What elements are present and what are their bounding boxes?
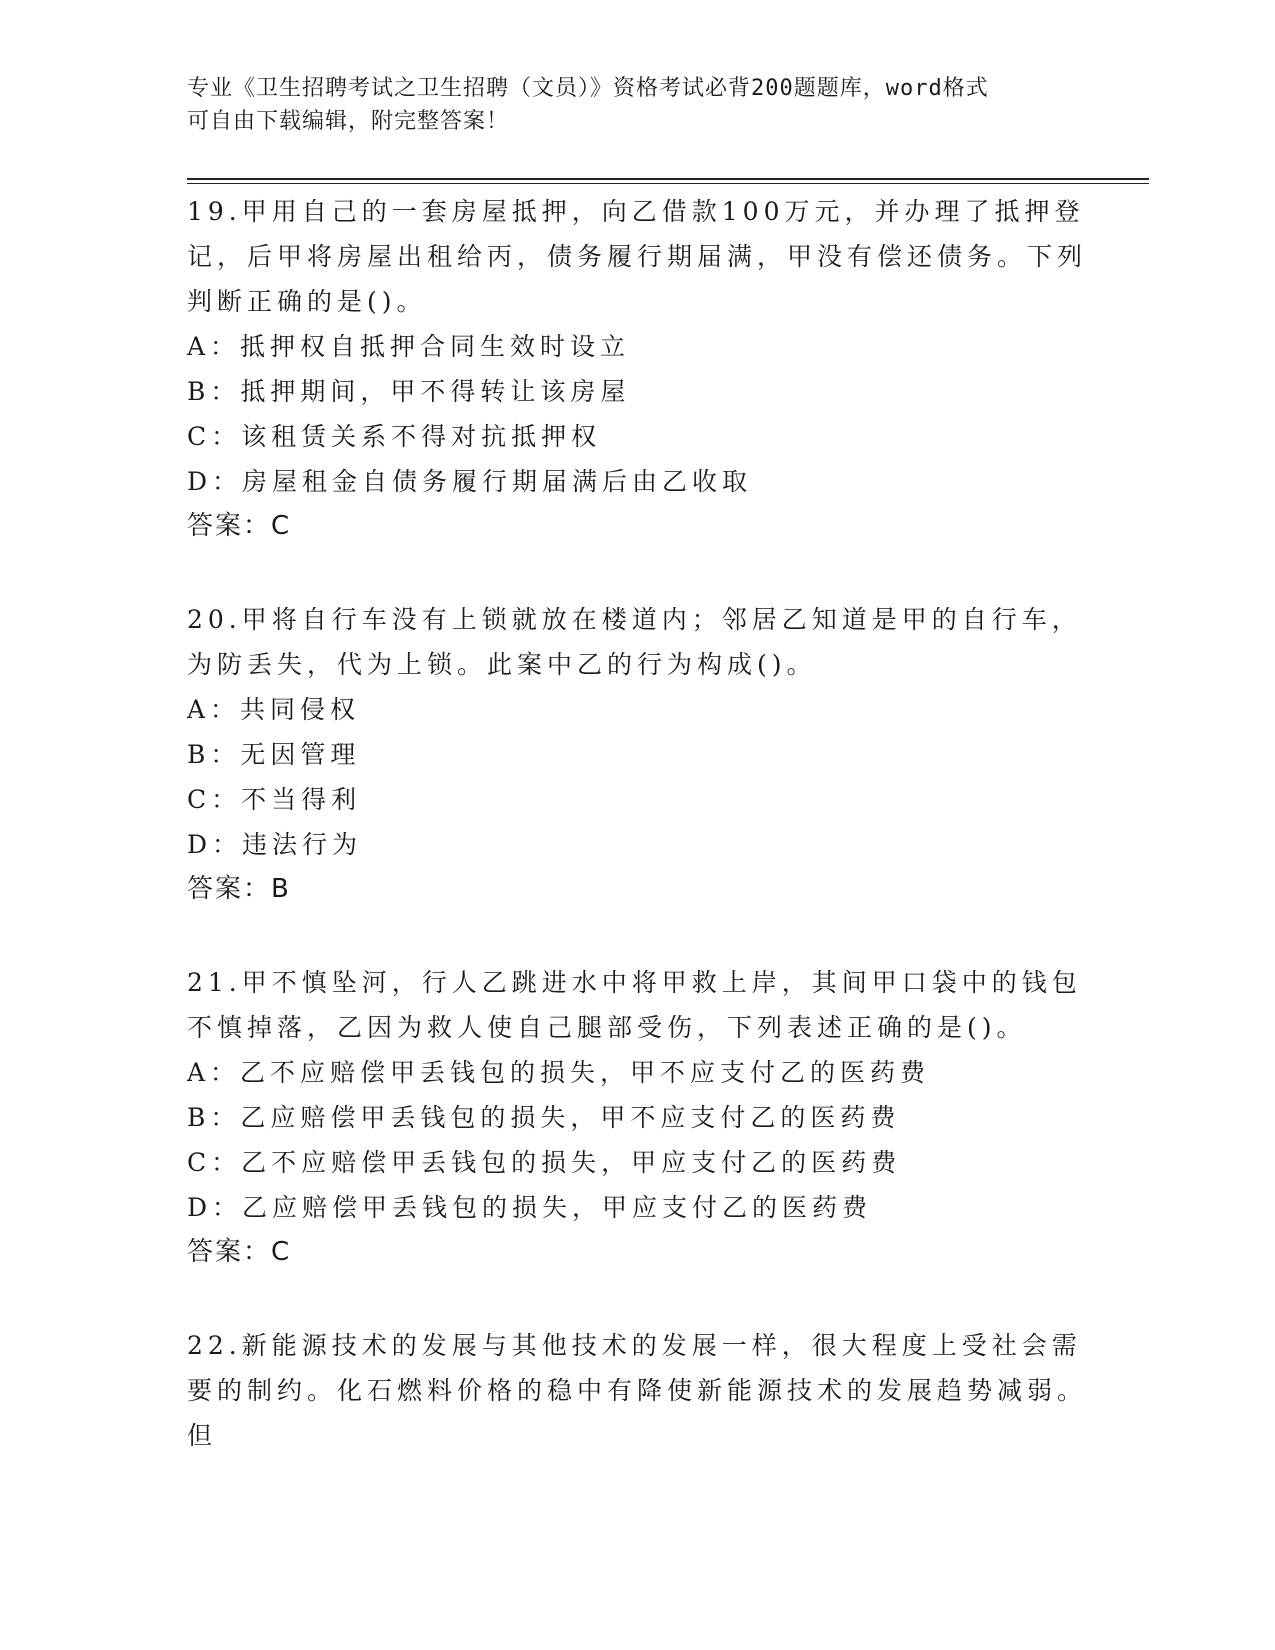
- question-text: 20.甲将自行车没有上锁就放在楼道内；邻居乙知道是甲的自行车，为防丢失，代为上锁。此案中乙的行为构成()。: [187, 605, 1082, 679]
- option-a: A：抵押权自抵押合同生效时设立: [187, 332, 631, 361]
- option-c: C：该租赁关系不得对抗抵押权: [187, 422, 602, 451]
- question-22: [187, 1323, 1087, 1458]
- option-b: B：抵押期间，甲不得转让该房屋: [187, 377, 631, 406]
- header-line-1: 专业《卫生招聘考试之卫生招聘（文员）》资格考试必背200题题库，word格式: [187, 76, 989, 101]
- question-text: 19.甲用自己的一套房屋抵押，向乙借款100万元，并办理了抵押登记，后甲将房屋出租给丙，债务履行期届满，甲没有偿还债务。下列判断正确的是()。: [187, 197, 1088, 316]
- option-d: D：乙应赔偿甲丢钱包的损失，甲应支付乙的医药费: [187, 1193, 873, 1222]
- header-line-2: 可自由下载编辑，附完整答案！: [187, 109, 510, 134]
- option-a: A：乙不应赔偿甲丢钱包的损失，甲不应支付乙的医药费: [187, 1058, 931, 1087]
- document-header: [187, 72, 1067, 138]
- option-b: B：乙应赔偿甲丢钱包的损失，甲不应支付乙的医药费: [187, 1103, 901, 1132]
- answer: 答案：C: [187, 511, 292, 541]
- header-divider-thick: [187, 178, 1149, 180]
- option-d: D：违法行为: [187, 830, 363, 859]
- answer: 答案：B: [187, 874, 291, 904]
- question-list: [187, 189, 1087, 1506]
- answer: 答案：C: [187, 1237, 292, 1267]
- question-text: 21.甲不慎坠河，行人乙跳进水中将甲救上岸，其间甲口袋中的钱包不慎掉落，乙因为救人使自己腿部受伤，下列表述正确的是()。: [187, 968, 1082, 1042]
- header-divider-thin: [187, 183, 1149, 184]
- question-text: 22.新能源技术的发展与其他技术的发展一样，很大程度上受社会需要的制约。化石燃料价格的稳中有降使新能源技术的发展趋势减弱。但: [187, 1331, 1088, 1450]
- option-b: B：无因管理: [187, 740, 361, 769]
- option-d: D：房屋租金自债务履行期届满后由乙收取: [187, 467, 753, 496]
- option-a: A：共同侵权: [187, 695, 361, 724]
- question-20: [187, 597, 1087, 912]
- option-c: C：不当得利: [187, 785, 362, 814]
- question-19: [187, 189, 1087, 549]
- option-c: C：乙不应赔偿甲丢钱包的损失，甲应支付乙的医药费: [187, 1148, 902, 1177]
- question-21: [187, 960, 1087, 1275]
